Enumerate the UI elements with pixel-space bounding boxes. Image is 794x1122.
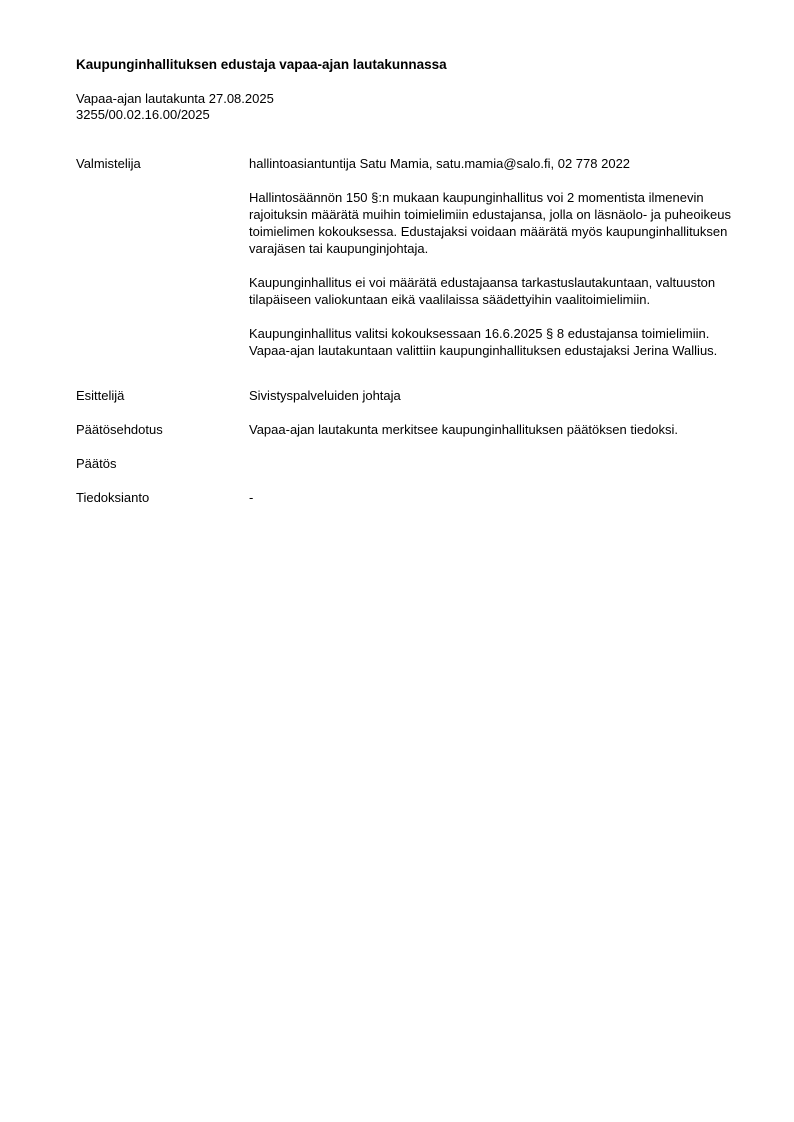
section-label-valmistelija: Valmistelija bbox=[76, 156, 141, 171]
section-label-paatosehdotus: Päätösehdotus bbox=[76, 422, 163, 437]
section-content-tiedoksianto: - bbox=[249, 490, 254, 505]
section-label-tiedoksianto: Tiedoksianto bbox=[76, 490, 150, 505]
section-label-paatos: Päätös bbox=[76, 456, 117, 471]
section-content-valmistelija bbox=[249, 155, 746, 359]
section-tiedoksianto bbox=[76, 489, 746, 506]
preparer-contact: hallintoasiantuntija Satu Mamia, satu.mamia@salo.fi, 02 778 2022 bbox=[249, 156, 631, 171]
section-paatosehdotus bbox=[76, 421, 746, 438]
document-sections bbox=[76, 155, 746, 506]
section-paatos bbox=[76, 455, 746, 472]
section-esittelija bbox=[76, 387, 746, 404]
document-page bbox=[76, 56, 746, 506]
paragraph: Kaupunginhallitus valitsi kokouksessaan 16.6.2025 § 8 edustajansa toimielimiin. Vapaa-ajan lautakuntaan valittiin kaupunginhallituksen edustajaksi Jerina Wallius. bbox=[249, 326, 718, 358]
document-title: Kaupunginhallituksen edustaja vapaa-ajan lautakunnassa bbox=[76, 57, 447, 72]
paragraph: Hallintosäännön 150 §:n mukaan kaupunginhallitus voi 2 momentista ilmenevin rajoituksin määrätä muihin toimielimiin edustajansa, jolla on läsnäolo- ja puheoikeus toimielimen kokouksessa. Edustajaksi voidaan määrätä myös kaupunginhallituksen varajäsen tai kaupunginjohtaja. bbox=[249, 190, 731, 256]
document-meta bbox=[76, 91, 746, 123]
paragraph: Kaupunginhallitus ei voi määrätä edustajaansa tarkastuslautakuntaan, valtuuston tilapäiseen valiokuntaan eikä vaalilaissa säädettyihin vaalitoimielimiin. bbox=[249, 275, 716, 307]
meeting-info: Vapaa-ajan lautakunta 27.08.2025 bbox=[76, 91, 274, 106]
section-content-paatosehdotus: Vapaa-ajan lautakunta merkitsee kaupunginhallituksen päätöksen tiedoksi. bbox=[249, 422, 679, 437]
record-id: 3255/00.02.16.00/2025 bbox=[76, 107, 210, 122]
section-valmistelija bbox=[76, 155, 746, 359]
section-content-esittelija: Sivistyspalveluiden johtaja bbox=[249, 388, 401, 403]
section-label-esittelija: Esittelijä bbox=[76, 388, 125, 403]
